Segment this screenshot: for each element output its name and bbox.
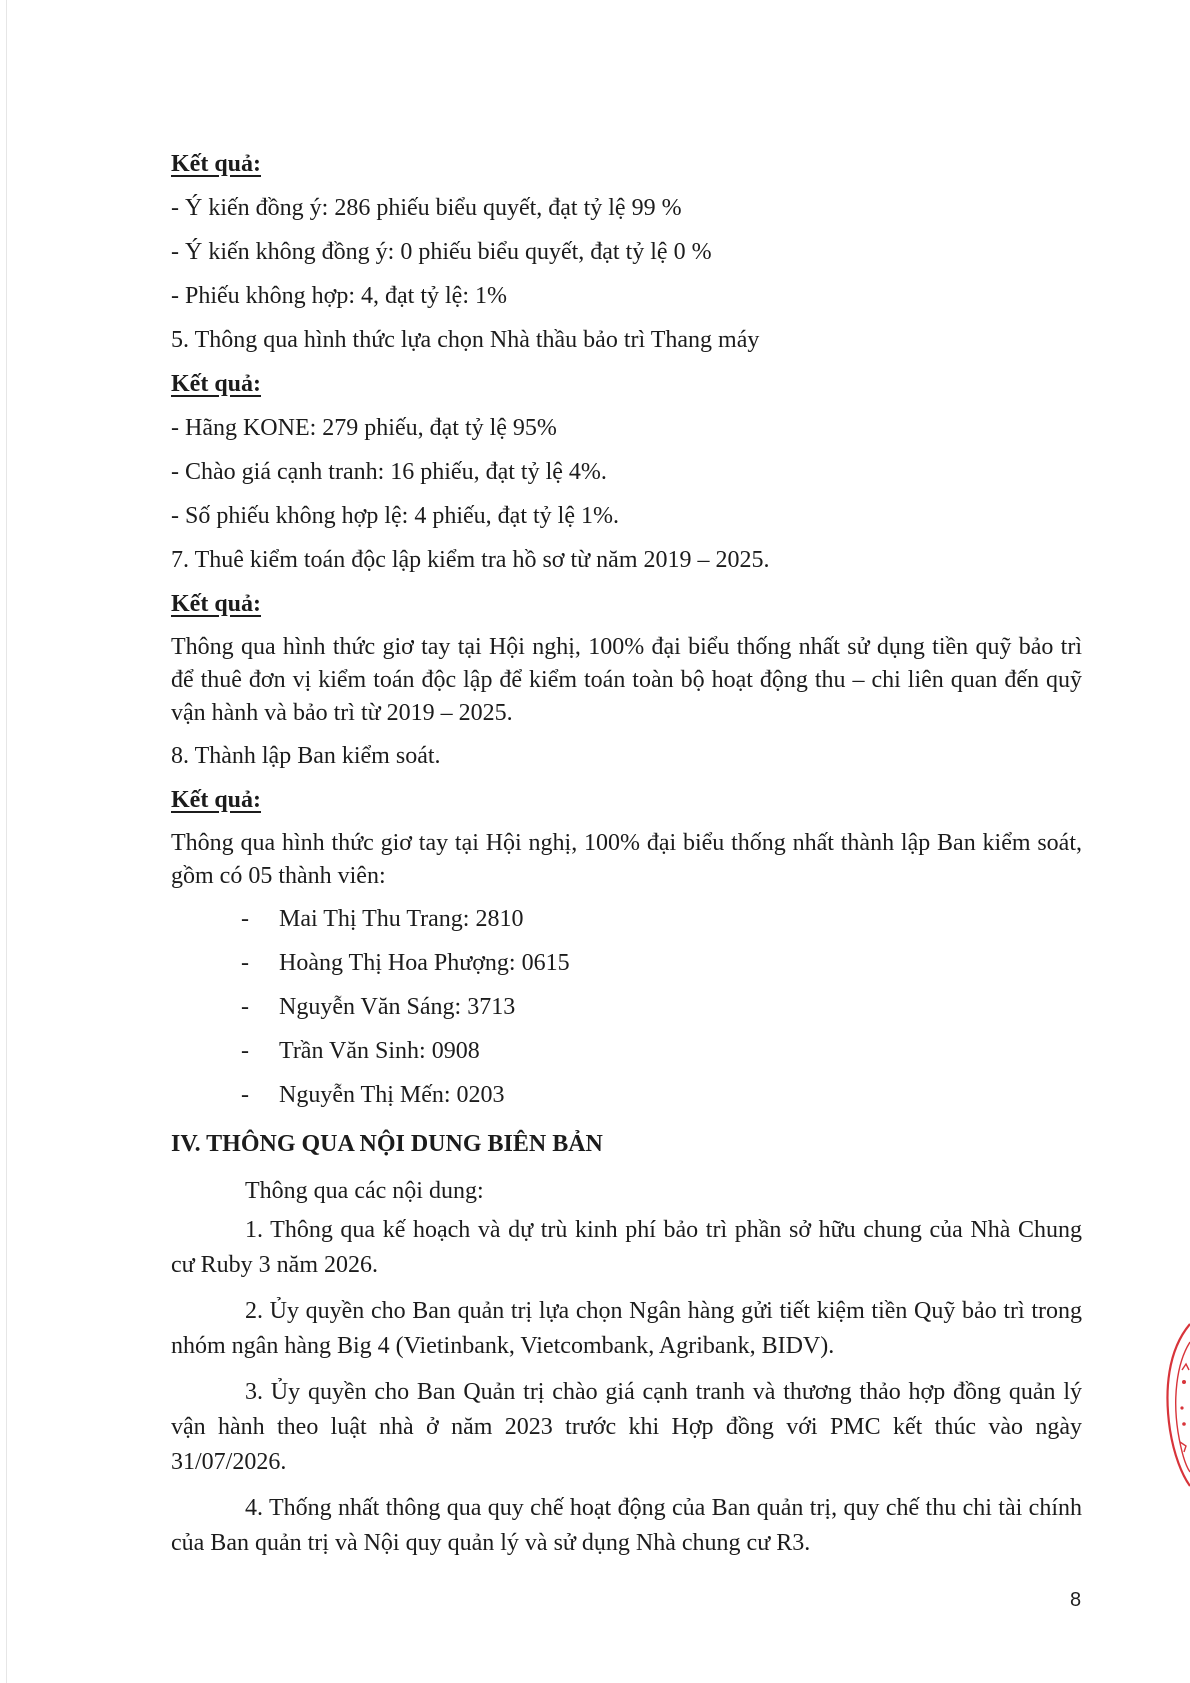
list-item — [241, 1073, 1082, 1117]
page-number: 8 — [1070, 1589, 1082, 1611]
audit-paragraph: Thông qua hình thức giơ tay tại Hội nghị, 100% đại biểu thống nhất sử dụng tiền quỹ bảo trì để thuê đơn vị kiểm toán độc lập để kiểm toán toàn bộ hoạt động thu – chi liên quan đến quỹ vận hành và bảo trì từ 2019 – 2025. — [171, 634, 1082, 726]
result-label: Kết quả: — [171, 787, 261, 813]
bullet-dash: - — [241, 950, 249, 976]
agenda-item-8: 8. Thành lập Ban kiểm soát. — [171, 743, 441, 769]
result-line: - Số phiếu không hợp lệ: 4 phiếu, đạt tỷ lệ 1%. — [171, 503, 619, 529]
result-label: Kết quả: — [171, 371, 261, 397]
section-item: 3. Ủy quyền cho Ban Quản trị chào giá cạnh tranh và thương thảo hợp đồng quản lý vận hành theo luật nhà ở năm 2023 trước khi Hợp đồng với PMC kết thúc vào ngày 31/07/2026. — [171, 1379, 1082, 1475]
member-name: Nguyễn Văn Sáng: 3713 — [279, 994, 516, 1020]
agenda-item-5: 5. Thông qua hình thức lựa chọn Nhà thầu bảo trì Thang máy — [171, 327, 760, 353]
result-line: - Chào giá cạnh tranh: 16 phiếu, đạt tỷ lệ 4%. — [171, 459, 607, 485]
bullet-dash: - — [241, 1038, 249, 1064]
list-item — [241, 1029, 1082, 1073]
bullet-dash: - — [241, 1082, 249, 1108]
scan-edge — [6, 0, 7, 1683]
section-item: 4. Thống nhất thông qua quy chế hoạt động của Ban quản trị, quy chế thu chi tài chính của Ban quản trị và Nội quy quản lý và sử dụng Nhà chung cư R3. — [171, 1495, 1082, 1556]
member-name: Hoàng Thị Hoa Phượng: 0615 — [279, 950, 570, 976]
result-line: - Ý kiến đồng ý: 286 phiếu biểu quyết, đạt tỷ lệ 99 % — [171, 195, 682, 221]
section-heading: IV. THÔNG QUA NỘI DUNG BIÊN BẢN — [171, 1131, 603, 1157]
stamp-icon — [1160, 1320, 1190, 1490]
result-label: Kết quả: — [171, 151, 261, 177]
list-item — [241, 985, 1082, 1029]
board-paragraph: Thông qua hình thức giơ tay tại Hội nghị, 100% đại biểu thống nhất thành lập Ban kiểm soát, gồm có 05 thành viên: — [171, 830, 1082, 889]
member-list — [241, 897, 1082, 1117]
bullet-dash: - — [241, 994, 249, 1020]
result-line: - Hãng KONE: 279 phiếu, đạt tỷ lệ 95% — [171, 415, 557, 441]
list-item — [241, 897, 1082, 941]
result-line: - Phiếu không hợp: 4, đạt tỷ lệ: 1% — [171, 283, 507, 309]
list-item — [241, 941, 1082, 985]
page-content — [171, 142, 1082, 1572]
result-line: - Ý kiến không đồng ý: 0 phiếu biểu quyết, đạt tỷ lệ 0 % — [171, 239, 712, 265]
section-intro: Thông qua các nội dung: — [245, 1178, 484, 1204]
red-stamp-fragment — [1160, 1320, 1190, 1490]
bullet-dash: - — [241, 906, 249, 932]
member-name: Nguyễn Thị Mến: 0203 — [279, 1082, 505, 1108]
result-label: Kết quả: — [171, 591, 261, 617]
member-name: Trần Văn Sinh: 0908 — [279, 1038, 480, 1064]
section-item: 2. Ủy quyền cho Ban quản trị lựa chọn Ngân hàng gửi tiết kiệm tiền Quỹ bảo trì trong nhóm ngân hàng Big 4 (Vietinbank, Vietcombank, Agribank, BIDV). — [171, 1298, 1082, 1359]
member-name: Mai Thị Thu Trang: 2810 — [279, 906, 524, 932]
agenda-item-7: 7. Thuê kiểm toán độc lập kiểm tra hồ sơ từ năm 2019 – 2025. — [171, 547, 770, 573]
section-item: 1. Thông qua kế hoạch và dự trù kinh phí bảo trì phần sở hữu chung của Nhà Chung cư Ruby 3 năm 2026. — [171, 1217, 1082, 1278]
